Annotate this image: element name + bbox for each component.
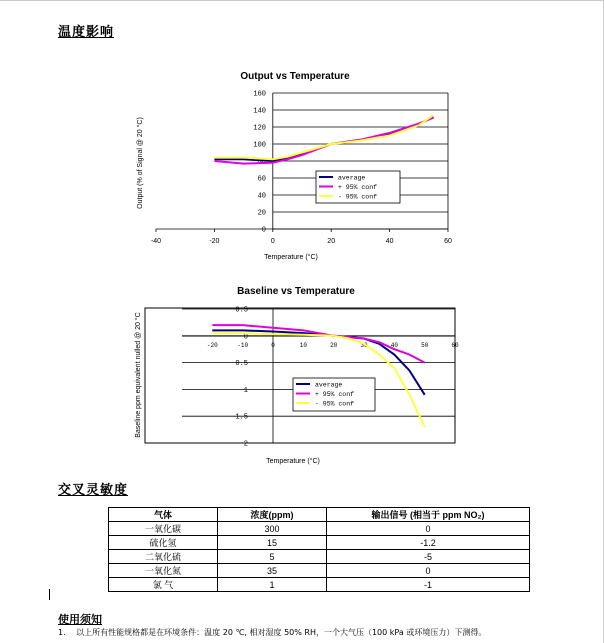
text-cursor [49,589,50,600]
y-tick-label: 1 [243,386,248,395]
col-header-concentration: 浓度(ppm) [218,508,327,522]
y-tick-label: 60 [257,175,266,184]
table-row [109,550,530,564]
plot-frame [145,308,455,443]
cell-concentration: 5 [218,550,327,564]
section-title-cross-sensitivity: 交叉灵敏度 [58,483,129,498]
cell-concentration: 15 [218,536,327,550]
table-row [109,522,530,536]
x-tick-label: 20 [330,342,338,349]
x-tick-label: 0 [270,238,275,245]
cell-concentration: 300 [218,522,327,536]
table-header-row [109,508,530,522]
y-tick-label: 0 [261,226,266,235]
cell-output: -1.2 [327,536,530,550]
legend-label: - 95% conf [315,400,355,408]
x-tick-label: 20 [327,238,336,245]
note-number: 1. [58,628,66,637]
y-tick-label: 0.5 [235,360,248,369]
x-tick-label: 10 [299,342,307,349]
y-tick-label: 100 [253,141,266,150]
y-tick-label: 20 [257,209,266,218]
y-tick-label: 120 [253,124,266,133]
legend-label: + 95% conf [338,184,378,191]
cell-concentration: 35 [218,564,327,578]
x-tick-label: 40 [385,238,394,245]
legend-label: - 95% conf [338,193,378,201]
x-tick-label: -10 [237,342,249,349]
cell-concentration: 1 [218,578,327,592]
series-line-average [214,117,433,161]
chart-title: Output vs Temperature [240,71,350,82]
y-axis-label: Baseline ppm equivalent nulled @ 20 °C [135,312,142,438]
note-text: 以上所有性能规格都是在环境条件：温度 20 ℃, 相对湿度 50% RH，一个大气压（100 kPa 或环境压力）下测得。 [76,628,487,637]
cell-gas: 二氧化硫 [109,550,218,564]
x-tick-label: 0 [271,342,275,349]
x-tick-label: 60 [444,238,452,245]
note-item [58,627,486,638]
table-row [109,536,530,550]
series-line-95-conf [214,115,433,159]
cell-gas: 硫化氢 [109,536,218,550]
cell-gas: 一氧化碳 [109,522,218,536]
x-tick-label: 60 [451,342,459,349]
x-tick-label: 40 [390,342,398,349]
cell-output: 0 [327,522,530,536]
y-tick-label: 0 [243,333,248,342]
section-title-temperature: 温度影响 [58,25,115,40]
y-tick-label: 0.5 [235,306,248,315]
y-tick-label: 160 [253,90,266,99]
col-header-gas: 气体 [109,508,218,522]
y-axis-label: Output (% of Signal @ 20 °C) [137,117,144,209]
y-tick-label: 140 [253,107,266,116]
x-tick-label: -20 [209,238,220,245]
x-axis-label: Temperature (°C) [266,458,320,465]
cell-gas: 一氧化氮 [109,564,218,578]
table-row [109,564,530,578]
table-row [109,578,530,592]
x-tick-label: 50 [421,342,429,349]
x-tick-label: 30 [360,342,368,349]
cell-output: 0 [327,564,530,578]
y-tick-label: 80 [257,158,266,167]
chart-title: Baseline vs Temperature [237,286,355,297]
x-axis-label: Temperature (°C) [264,254,318,261]
cell-output: -1 [327,578,530,592]
series-line-95-conf [214,118,433,164]
legend-label: average [338,174,366,182]
legend-label: average [315,381,343,389]
y-tick-label: 40 [257,192,266,201]
y-tick-label: 1.5 [235,413,248,422]
x-tick-label: -40 [150,238,162,245]
col-header-output: 输出信号 (相当于 ppm NO₂) [327,508,530,522]
cell-output: -5 [327,550,530,564]
cross-sensitivity-table [108,507,530,592]
y-tick-label: 2 [243,440,248,449]
cell-gas: 氯 气 [109,578,218,592]
notes-title: 使用须知 [58,613,102,626]
legend-label: + 95% conf [315,391,355,398]
x-tick-label: -20 [206,342,218,349]
